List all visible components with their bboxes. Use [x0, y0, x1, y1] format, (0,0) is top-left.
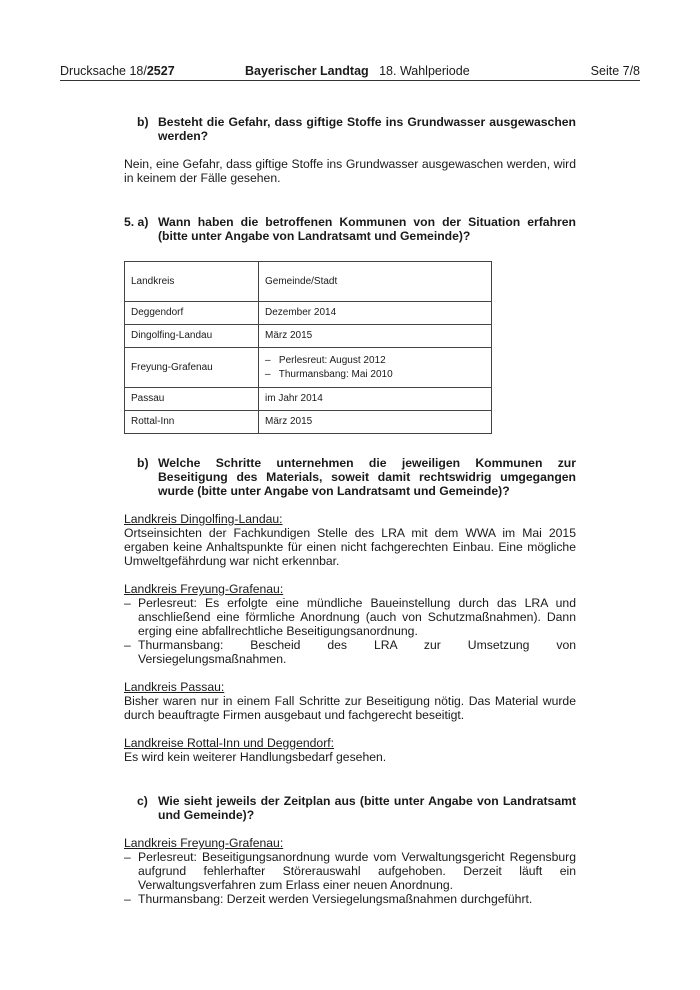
table-row — [125, 348, 492, 388]
table-header-row — [125, 262, 492, 302]
table-header-cell: Landkreis — [125, 262, 259, 302]
section-heading: Landkreis Dingolfing-Landau: — [124, 512, 283, 526]
table-cell: Dezember 2014 — [259, 302, 492, 325]
section-passau — [124, 680, 576, 722]
list-item: – Thurmansbang: Derzeit werden Versiegelungsmaßnahmen durchgeführt. — [124, 892, 533, 906]
section-text: Bisher waren nur in einem Fall Schritte zur Beseitigung nötig. Das Material wurde durch beauftragte Firmen ausgebaut und fachgerecht beseitigt. — [124, 694, 576, 722]
table-row — [125, 325, 492, 348]
list-item: – Perlesreut: Beseitigungsanordnung wurde vom Verwaltungsgericht Regensburg aufgrund fehlerhafter Störerauswahl aufgehoben. Derzeit läuft ein Verwaltungsverfahren zum Erlass einer neuen Anordnung. — [124, 850, 576, 892]
page-number: Seite 7/8 — [590, 64, 640, 78]
table-cell: Dingolfing-Landau — [125, 325, 259, 348]
question-4b: b) Besteht die Gefahr, dass giftige Stoffe ins Grundwasser ausgewaschen werden? — [137, 115, 576, 143]
section-dingolfing — [124, 512, 576, 568]
section-text: Ortseinsichten der Fachkundigen Stelle des LRA mit dem WWA im Mai 2015 ergaben keine Anhaltspunkte für einen nicht fachgerechten Einbau. Eine mögliche Umweltgefährdung war nicht erkennbar. — [124, 526, 576, 568]
section-freyung-zeitplan — [124, 836, 576, 906]
section-heading: Landkreise Rottal-Inn und Deggendorf: — [124, 736, 335, 750]
table-cell: im Jahr 2014 — [259, 388, 492, 411]
table-list-item: – Perlesreut: August 2012 — [265, 354, 386, 366]
list-item: – Perlesreut: Es erfolgte eine mündliche Baueinstellung durch das LRA und anschließend eine förmliche Anordnung (auch von Schutzmaßnahmen). Dann erging eine abfallrechtliche Beseitigungsanordnung. — [124, 596, 576, 638]
header-title: Bayerischer Landtag 18. Wahlperiode — [245, 64, 470, 78]
section-rottal-deggendorf — [124, 736, 576, 764]
table-cell: März 2015 — [259, 411, 492, 434]
table-cell: März 2015 — [259, 325, 492, 348]
section-heading: Landkreis Passau: — [124, 680, 225, 694]
list-item: – Thurmansbang: Bescheid des LRA zur Umsetzung von Versiegelungsmaßnahmen. — [124, 638, 576, 666]
table-list-item: – Thurmansbang: Mai 2010 — [265, 368, 393, 380]
table-row — [125, 302, 492, 325]
question-5a: 5. a) Wann haben die betroffenen Kommunen von der Situation erfahren (bitte unter Angabe von Landratsamt und Gemeinde)? — [124, 215, 576, 243]
table-cell: Deggendorf — [125, 302, 259, 325]
table-header-cell: Gemeinde/Stadt — [259, 262, 492, 302]
main-content — [124, 115, 576, 906]
question-5b: b) Welche Schritte unternehmen die jeweiligen Kommunen zur Beseitigung des Materials, soweit damit rechtswidrig umgegangen wurde (bitte unter Angabe von Landratsamt und Gemeinde)? — [137, 456, 576, 498]
section-heading: Landkreis Freyung-Grafenau: — [124, 836, 284, 850]
drucksache-number: Drucksache 18/2527 — [60, 64, 175, 78]
table-cell: Freyung-Grafenau — [125, 348, 259, 388]
table-row — [125, 411, 492, 434]
table-cell: Rottal-Inn — [125, 411, 259, 434]
section-freyung — [124, 582, 576, 666]
question-5c: c) Wie sieht jeweils der Zeitplan aus (bitte unter Angabe von Landratsamt und Gemeinde)? — [137, 794, 576, 822]
section-text: Es wird kein weiterer Handlungsbedarf gesehen. — [124, 750, 387, 764]
answer-table — [124, 261, 492, 434]
table-cell — [259, 348, 492, 388]
section-heading: Landkreis Freyung-Grafenau: — [124, 582, 284, 596]
answer-4b: Nein, eine Gefahr, dass giftige Stoffe ins Grundwasser ausgewaschen werden, wird in keinem der Fälle gesehen. — [124, 157, 576, 185]
table-cell: Passau — [125, 388, 259, 411]
table-row — [125, 388, 492, 411]
page-header — [60, 62, 640, 81]
